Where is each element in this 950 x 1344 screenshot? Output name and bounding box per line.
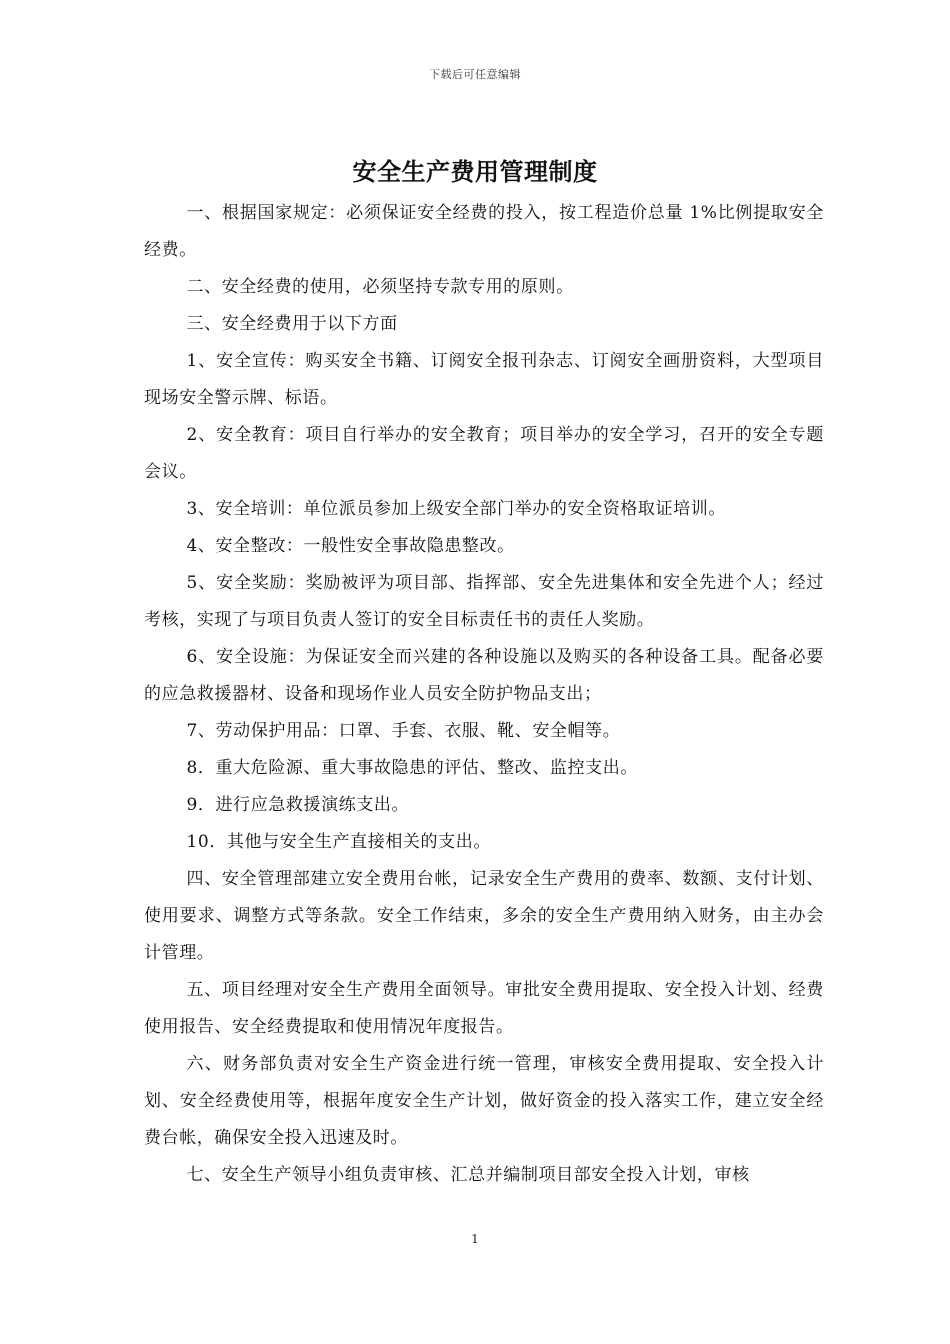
document-title: 安全生产费用管理制度 — [352, 158, 598, 186]
paragraph-item-9: 9．进行应急救援演练支出。 — [186, 795, 410, 815]
paragraph-item-3: 3、安全培训：单位派员参加上级安全部门举办的安全资格取证培训。 — [186, 499, 726, 519]
paragraph-item-8: 8．重大危险源、重大事故隐患的评估、整改、监控支出。 — [186, 758, 638, 778]
page-number: 1 — [471, 1232, 479, 1246]
paragraph-item-10: 10．其他与安全生产直接相关的支出。 — [186, 832, 491, 852]
paragraph-item-5: 5、安全奖励：奖励被评为项目部、指挥部、安全先进集体和安全先进个人；经过考核，实现了与项目负责人签订的安全目标责任书的责任人奖励。 — [144, 573, 824, 630]
paragraph-item-4: 4、安全整改：一般性安全事故隐患整改。 — [186, 536, 515, 556]
paragraph-3: 三、安全经费用于以下方面 — [186, 314, 398, 334]
paragraph-item-2: 2、安全教育：项目自行举办的安全教育；项目举办的安全学习，召开的安全专题会议。 — [144, 425, 824, 482]
paragraph-4: 四、安全管理部建立安全费用台帐，记录安全生产费用的费率、数额、支付计划、使用要求、调整方式等条款。安全工作结束，多余的安全生产费用纳入财务，由主办会计管理。 — [144, 869, 824, 963]
paragraph-1: 一、根据国家规定：必须保证安全经费的投入，按工程造价总量 1%比例提取安全经费。 — [144, 203, 824, 260]
paragraph-item-6: 6、安全设施：为保证安全而兴建的各种设施以及购买的各种设备工具。配备必要的应急救援器材、设备和现场作业人员安全防护物品支出； — [144, 647, 824, 704]
paragraph-5: 五、项目经理对安全生产费用全面领导。审批安全费用提取、安全投入计划、经费使用报告、安全经费提取和使用情况年度报告。 — [144, 980, 824, 1037]
paragraph-2: 二、安全经费的使用，必须坚持专款专用的原则。 — [186, 277, 574, 297]
paragraph-7: 七、安全生产领导小组负责审核、汇总并编制项目部安全投入计划，审核 — [186, 1165, 750, 1185]
paragraph-item-7: 7、劳动保护用品：口罩、手套、衣服、靴、安全帽等。 — [186, 721, 621, 741]
page-header-note: 下载后可任意编辑 — [429, 68, 521, 81]
document-body — [144, 195, 824, 1194]
paragraph-6: 六、财务部负责对安全生产资金进行统一管理，审核安全费用提取、安全投入计划、安全经费使用等，根据年度安全生产计划，做好资金的投入落实工作，建立安全经费台帐，确保安全投入迅速及时。 — [144, 1054, 824, 1148]
paragraph-item-1: 1、安全宣传：购买安全书籍、订阅安全报刊杂志、订阅安全画册资料，大型项目现场安全警示牌、标语。 — [144, 351, 824, 408]
